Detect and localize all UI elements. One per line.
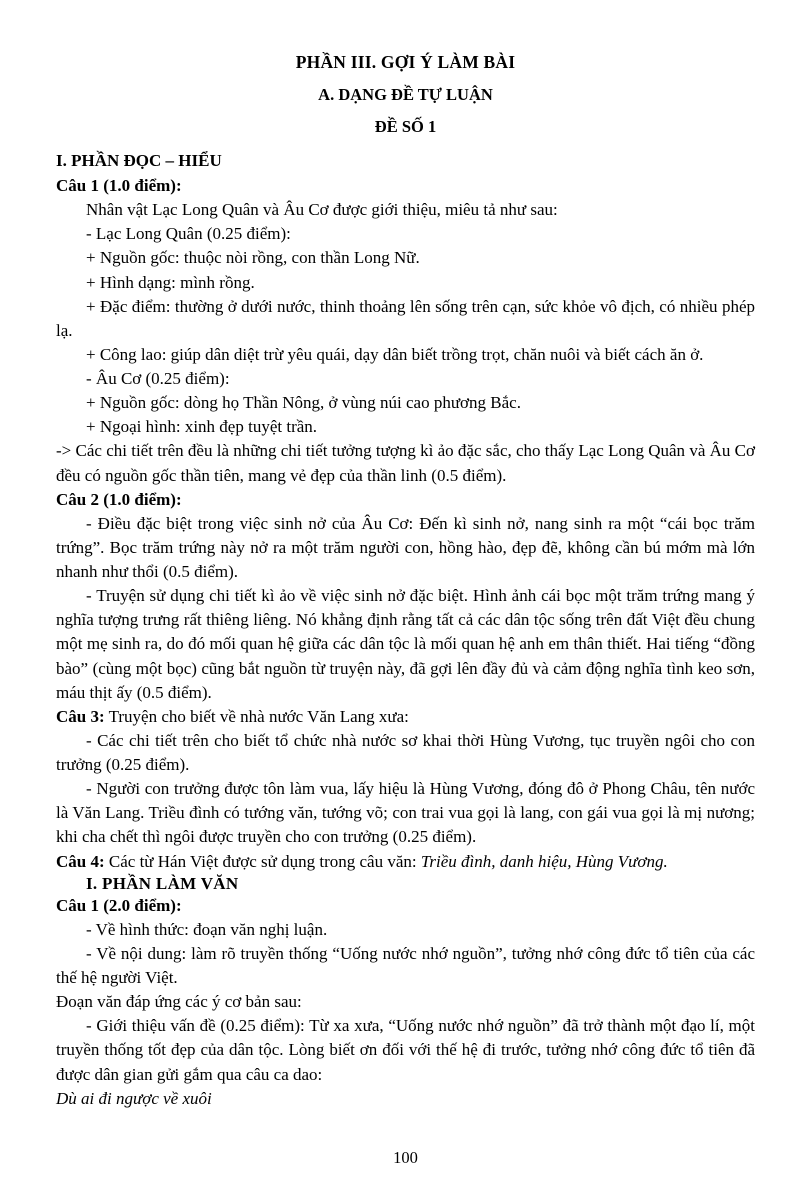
question-3-lead: Truyện cho biết về nhà nước Văn Lang xưa: [104, 706, 409, 726]
w1-line-3: Đoạn văn đáp ứng các ý cơ bản sau: [56, 992, 302, 1012]
q1-line-8: + Nguồn gốc: dòng họ Thần Nông, ở vùng núi cao phương Bắc. [86, 393, 521, 413]
heading-part: PHẦN III. GỢI Ý LÀM BÀI [295, 52, 516, 72]
w1-verse: Dù ai đi ngược về xuôi [56, 1088, 212, 1108]
q1-line-2: - Lạc Long Quân (0.25 điểm): [86, 224, 291, 244]
writing-question-1-title: Câu 1 (2.0 điểm): [56, 895, 182, 915]
question-1-title: Câu 1 (1.0 điểm): [56, 176, 182, 195]
q1-line-7: - Âu Cơ (0.25 điểm): [86, 369, 230, 388]
reading-section [56, 151, 755, 874]
w1-line-4: - Giới thiệu vấn đề (0.25 điểm): Từ xa xưa, “Uống nước nhớ nguồn” đã trở thành một đạo lí, một truyền thống tốt đẹp của dân tộc. Lòng biết ơn đối với thế hệ đi trước, tưởng nhớ công đức tổ tiên đã được dân gian gửi gắm qua câu ca dao: [56, 1016, 755, 1084]
q1-line-1: Nhân vật Lạc Long Quân và Âu Cơ được giới thiệu, miêu tả như sau: [86, 200, 558, 220]
page-headings [56, 52, 755, 137]
question-2-title: Câu 2 (1.0 điểm): [56, 489, 182, 509]
w1-line-1: - Về hình thức: đoạn văn nghị luận. [86, 919, 328, 939]
question-4-text: Các từ Hán Việt được sử dụng trong câu văn: [104, 851, 421, 871]
heading-section: A. DẠNG ĐỀ TỰ LUẬN [318, 85, 493, 104]
q2-line-1: - Điều đặc biệt trong việc sinh nở của Âu Cơ: Đến kì sinh nở, nang sinh ra một “cái bọc trăm trứng”. Bọc trăm trứng này nở ra một trăm người con, hồng hào, đẹp đẽ, không cần bú mớm mà lớn nhanh như thổi (0.5 điểm). [56, 513, 755, 581]
writing-section [56, 874, 755, 1111]
q1-line-9: + Ngoại hình: xinh đẹp tuyệt trần. [86, 417, 318, 437]
q3-line-1: - Các chi tiết trên cho biết tổ chức nhà nước sơ khai thời Hùng Vương, tục truyền ngôi cho con trưởng (0.25 điểm). [56, 730, 755, 774]
q1-line-4: + Hình dạng: mình rồng. [86, 272, 255, 292]
page-number: 100 [393, 1148, 418, 1167]
q1-line-3: + Nguồn gốc: thuộc nòi rồng, con thần Long Nữ. [86, 248, 420, 268]
q1-line-6: + Công lao: giúp dân diệt trừ yêu quái, dạy dân biết trồng trọt, chăn nuôi và biết cách ăn ở. [86, 344, 704, 364]
question-3-label: Câu 3: [56, 706, 105, 726]
q3-line-2: - Người con trưởng được tôn làm vua, lấy hiệu là Hùng Vương, đóng đô ở Phong Châu, tên nước là Văn Lang. Triều đình có tướng văn, tướng võ; con trai vua gọi là lang, con gái vua gọi là mị nương; khi cha chết thì ngôi được truyền cho con trưởng (0.25 điểm). [56, 779, 755, 847]
writing-section-title: I. PHẦN LÀM VĂN [86, 873, 239, 893]
question-4-title [56, 850, 755, 874]
question-3-title [56, 705, 755, 729]
heading-exam: ĐỀ SỐ 1 [374, 117, 437, 136]
w1-line-2: - Về nội dung: làm rõ truyền thống “Uống nước nhớ nguồn”, tưởng nhớ công đức tổ tiên của các thế hệ người Việt. [56, 943, 755, 987]
reading-section-title: I. PHẦN ĐỌC – HIỂU [56, 151, 222, 170]
q2-line-2: - Truyện sử dụng chi tiết kì ảo về việc sinh nở đặc biệt. Hình ảnh cái bọc một trăm trứng mang ý nghĩa tượng trưng rất thiêng liêng. Nó khẳng định rằng tất cả các dân tộc sống trên đất Việt đều chung một mẹ sinh ra, do đó mối quan hệ giữa các dân tộc là mối quan hệ anh em thân thiết. Hai tiếng “đồng bào” (cùng một bọc) cũng bắt nguồn từ truyện này, đã gợi lên đầy đủ và cảm động nghĩa tình keo sơn, máu thịt ấy (0.5 điểm). [56, 586, 755, 702]
question-4-answer: Triều đình, danh hiệu, Hùng Vương. [420, 851, 668, 871]
question-4-label: Câu 4: [56, 851, 105, 871]
q1-line-5: + Đặc điểm: thường ở dưới nước, thinh thoảng lên sống trên cạn, sức khỏe vô địch, có nhiều phép lạ. [56, 296, 755, 340]
q1-conclusion: -> Các chi tiết trên đều là những chi tiết tưởng tượng kì ảo đặc sắc, cho thấy Lạc Long Quân và Âu Cơ đều có nguồn gốc thần tiên, mang vẻ đẹp của thần linh (0.5 điểm). [56, 441, 755, 485]
